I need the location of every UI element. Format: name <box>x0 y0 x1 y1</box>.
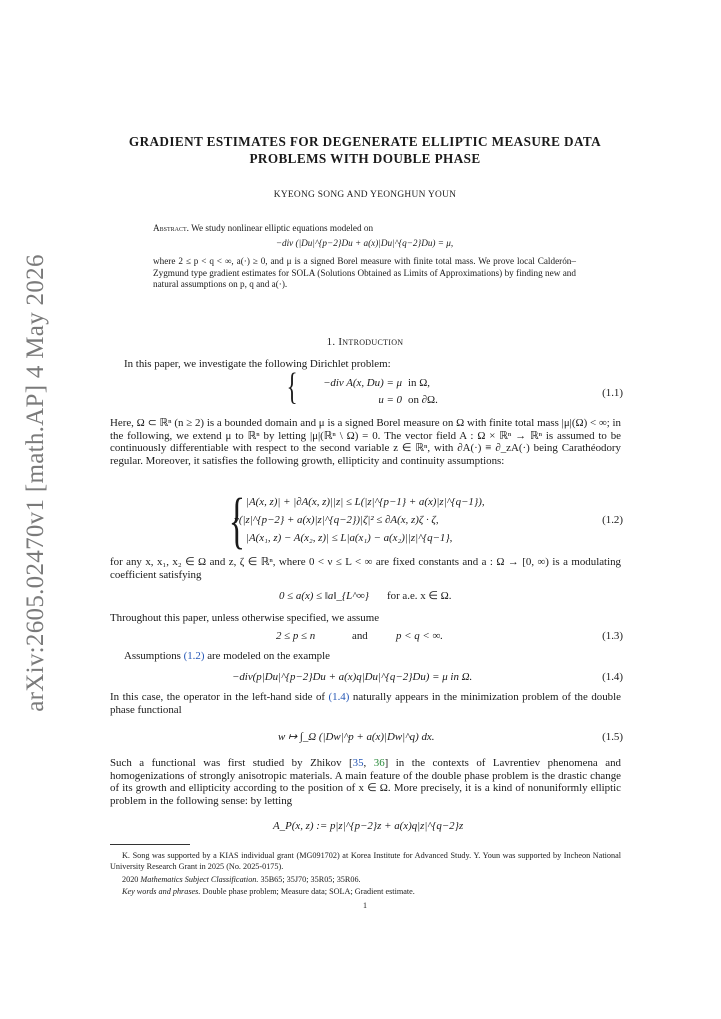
equation-link-1-2[interactable]: (1.2) <box>183 650 205 662</box>
paragraph-6-pre: In this case, the operator in the left-hand side of <box>110 691 329 703</box>
citation-link-35[interactable]: 35 <box>352 757 364 769</box>
abstract-text: where 2 ≤ p < q < ∞, a(·) ≥ 0, and μ is a signed Borel measure with finite total mass. We prove local Calderón–Zygmund type gradient estimates for SOLA (Solutions Obtained as Limits of Approximations) by finding new and natural assumptions on p, q and a(·). <box>153 256 576 289</box>
eq12-line-2: ν(|z|^{p−2} + a(x)|z|^{q−2})|ζ|² ≤ ∂A(x, z)ζ · ζ, <box>234 514 439 526</box>
equation-label-1-5: (1.5) <box>602 731 623 743</box>
paragraph-7-pre: Such a functional was first studied by Zhikov [ <box>110 757 353 769</box>
paragraph-5-pre: Assumptions <box>124 650 184 662</box>
footnote-msc-year: 2020 <box>122 875 141 884</box>
left-brace: { <box>228 487 246 555</box>
paragraph-2: Here, Ω ⊂ ℝⁿ (n ≥ 2) is a bounded domain and μ is a signed Borel measure on Ω with finite total mass |μ|(Ω) < ∞; in the following, we extend μ to ℝⁿ by letting |μ|(ℝⁿ \ Ω) = 0. The vector field A : Ω × ℝⁿ → ℝⁿ is assumed to be continuously differentiable with respect to the second variable z ∈ ℝⁿ, with ∂A(·) ≡ ∂_zA(·) being Carathéodory regular. Moreover, it satisfies the following growth, ellipticity and continuity assumptions: <box>110 417 621 467</box>
eq14: −div(p|Du|^{p−2}Du + a(x)q|Du|^{q−2}Du) = μ in Ω. <box>232 671 473 683</box>
authors: KYEONG SONG AND YEONGHUN YOUN <box>273 190 457 200</box>
eq13-lhs: 2 ≤ p ≤ n <box>276 630 316 642</box>
footnote-msc-label: Mathematics Subject Classification. <box>140 875 259 884</box>
eq-a-bound-rhs: for a.e. x ∈ Ω. <box>387 590 452 602</box>
footnote-keywords <box>122 886 622 898</box>
eq-a-bound: 0 ≤ a(x) ≤ ‖a‖_{L^∞} <box>279 590 369 602</box>
footnote-msc-codes: 35B65; 35J70; 35R05; 35R06. <box>258 875 361 884</box>
abstract-equation: −div (|Du|^{p−2}Du + a(x)|Du|^{q−2}Du) = μ, <box>275 238 454 248</box>
abstract-label: Abstract. <box>153 223 189 233</box>
abstract-intro <box>153 223 576 235</box>
equation-link-1-4[interactable]: (1.4) <box>328 691 350 703</box>
paragraph-4: Throughout this paper, unless otherwise specified, we assume <box>110 612 380 624</box>
left-brace: { <box>286 366 298 408</box>
footnote-keywords-text: Double phase problem; Measure data; SOLA; Gradient estimate. <box>200 887 415 896</box>
eq-last: A_P(x, z) := p|z|^{p−2}z + a(x)q|z|^{q−2}z <box>273 820 464 832</box>
footnote-rule <box>110 844 190 845</box>
arxiv-id-text: arXiv:2605.02470v1 [math.AP] 4 May 2026 <box>22 254 49 712</box>
title-line-1: GRADIENT ESTIMATES FOR DEGENERATE ELLIPTIC MEASURE DATA <box>128 134 602 149</box>
eq13-mid: and <box>352 630 368 642</box>
eq11-line1-rhs: in Ω, <box>408 377 431 389</box>
eq12-line-1: |A(x, z)| + |∂A(x, z)||z| ≤ L(|z|^{p−1} + a(x)|z|^{q−1}), <box>246 496 485 508</box>
footnote-funding: K. Song was supported by a KIAS individual grant (MG091702) at Korea Institute for Advanced Study. Y. Youn was supported by Incheon National University Research Grant in 2025 (No. 2025-0175). <box>110 851 621 871</box>
section-heading: 1. Introduction <box>326 336 404 348</box>
paragraph-5 <box>124 650 624 663</box>
paragraph-7: Such a functional was first studied by Zhikov [35, 36] in the contexts of Lavrentiev phenomena and homogenizations of strongly anisotropic materials. A main feature of the double phase problem is the drastic change of its growth and ellipticity according to the position of x ∈ Ω. More precisely, it is a kind of nonuniformly elliptic problem in the following sense: by letting <box>110 757 621 807</box>
paper-title <box>100 133 630 167</box>
equation-label-1-1: (1.1) <box>602 387 623 399</box>
eq11-line1-lhs: −div A(x, Du) = μ <box>323 377 402 389</box>
paragraph-3: for any x, x₁, x₂ ∈ Ω and z, ζ ∈ ℝⁿ, where 0 < ν ≤ L < ∞ are fixed constants and a : Ω → [0, ∞) is a modulating coefficient satisfying <box>110 556 621 581</box>
footnote-msc <box>122 874 622 886</box>
title-line-2: PROBLEMS WITH DOUBLE PHASE <box>249 151 481 166</box>
paragraph-6-post: naturally appears in the minimization problem of the double phase functional <box>110 691 621 716</box>
eq12-line-3: |A(x₁, z) − A(x₂, z)| ≤ L|a(x₁) − a(x₂)||z|^{q−1}, <box>246 532 453 544</box>
paragraph-5-post: are modeled on the example <box>204 650 330 662</box>
page-number: 1 <box>363 901 367 910</box>
equation-label-1-4: (1.4) <box>602 671 623 683</box>
paragraph-1: In this paper, we investigate the following Dirichlet problem: <box>124 358 391 370</box>
citation-link-36[interactable]: 36 <box>373 757 385 769</box>
footnote-keywords-label: Key words and phrases. <box>122 887 201 896</box>
equation-label-1-3: (1.3) <box>602 630 623 642</box>
equation-label-1-2: (1.2) <box>602 514 623 526</box>
paragraph-7-post: ] in the contexts of Lavrentiev phenomena and homogenizations of strongly anisotropic materials. A main feature of the double phase problem is the drastic change of its growth and ellipticity according to the position of x ∈ Ω. More precisely, it is a kind of nonuniformly elliptic problem in the following sense: by letting <box>110 757 621 807</box>
eq15: w ↦ ∫_Ω (|Dw|^p + a(x)|Dw|^q) dx. <box>278 731 435 743</box>
eq11-line2-lhs: u = 0 <box>378 394 402 406</box>
arxiv-identifier <box>20 254 52 712</box>
eq13-rhs: p < q < ∞. <box>396 630 443 642</box>
paragraph-6 <box>110 691 621 716</box>
abstract-intro-text: We study nonlinear elliptic equations modeled on <box>191 223 374 233</box>
eq11-line2-rhs: on ∂Ω. <box>408 394 438 406</box>
